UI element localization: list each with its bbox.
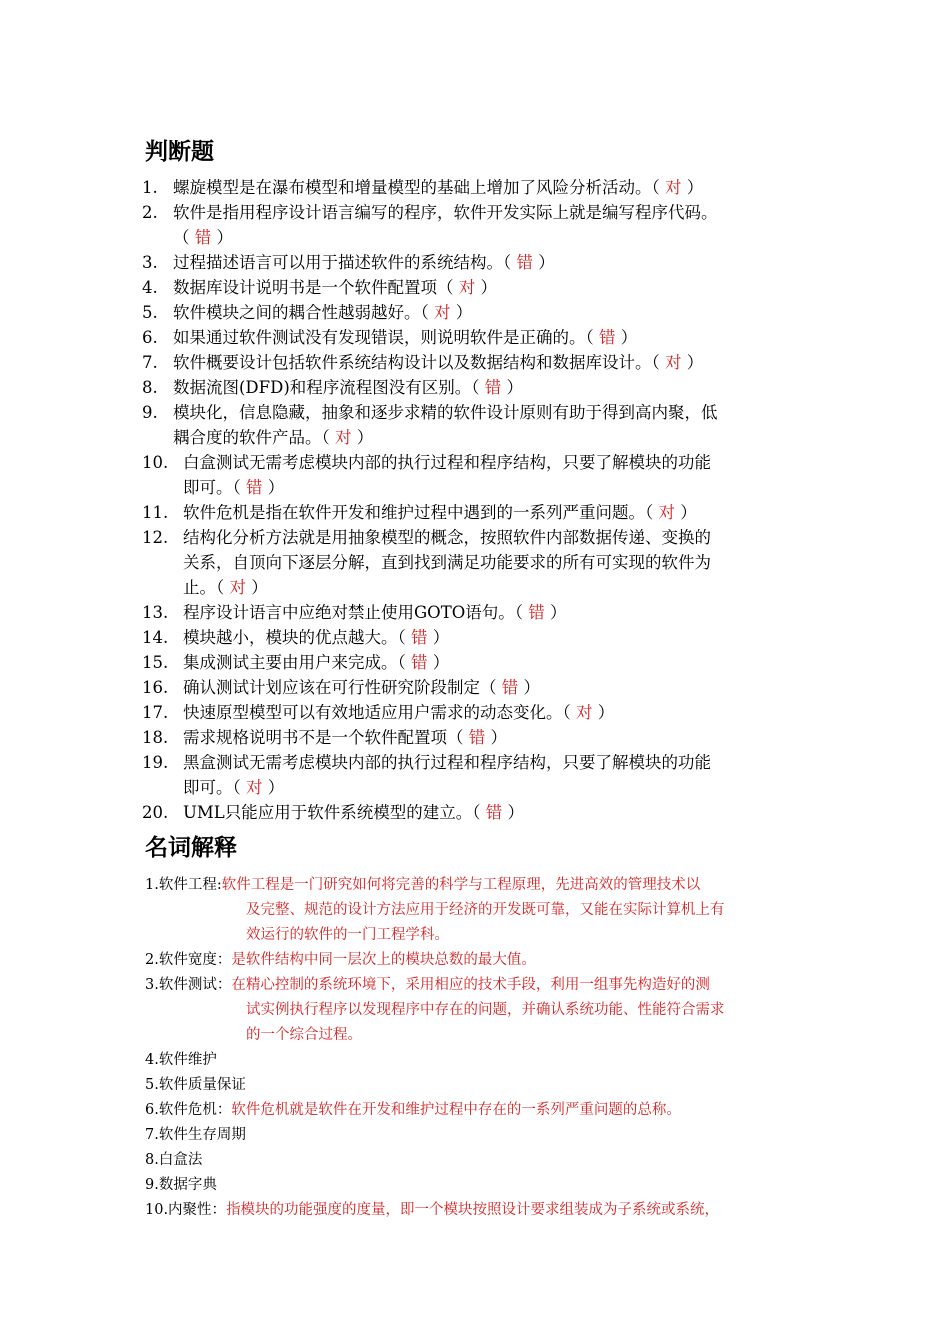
question-text: 止。（: [183, 578, 225, 597]
question-text: 即可。（: [183, 778, 241, 797]
answer-mark: 对: [434, 303, 451, 322]
glossary-definition: 软件工程是一门研究如何将完善的科学与工程原理，先进高效的管理技术以: [221, 877, 701, 893]
close-paren: ）: [251, 578, 268, 597]
tf-question: [142, 450, 812, 500]
question-text: 软件是指用程序设计语言编写的程序，软件开发实际上就是编写程序代码。: [173, 203, 718, 222]
glossary-definition: 及完整、规范的设计方法应用于经济的开发既可靠，又能在实际计算机上有: [246, 902, 725, 918]
glossary-definition: 在精心控制的系统环境下，采用相应的技术手段，利用一组事先构造好的测: [231, 977, 710, 993]
answer-mark: 错: [485, 803, 503, 822]
close-paren: ）: [506, 378, 524, 397]
question-number: 12.: [142, 528, 169, 547]
answer-mark: 对: [658, 503, 675, 522]
question-number: 7.: [142, 353, 158, 372]
answer-mark: 对: [458, 278, 476, 297]
question-line: [173, 253, 555, 272]
close-paren: ）: [550, 603, 567, 622]
close-paren: ）: [216, 228, 233, 247]
glossary-item: [145, 1198, 815, 1223]
question-number: 16.: [142, 678, 169, 697]
question-line: [173, 378, 523, 397]
section-title-glossary: 名词解释: [145, 835, 237, 861]
tf-question: [142, 700, 812, 725]
glossary-term: 7.软件生存周期: [145, 1127, 246, 1143]
question-number: 9.: [142, 403, 158, 422]
glossary-definition: 试实例执行程序以发现程序中存在的问题，并确认系统功能、性能符合需求: [246, 1002, 725, 1018]
answer-mark: 错: [528, 603, 545, 622]
question-text: 过程描述语言可以用于描述软件的系统结构。（: [173, 253, 512, 272]
question-line: [173, 178, 703, 197]
question-line: [183, 753, 711, 772]
question-number: 6.: [142, 328, 158, 347]
question-text: 模块化，信息隐藏，抽象和逐步求精的软件设计原则有助于得到高内聚，低: [173, 403, 718, 422]
question-text: 黑盒测试无需考虑模块内部的执行过程和程序结构，只要了解模块的功能: [183, 753, 711, 772]
glossary-item: [145, 1098, 815, 1123]
tf-question: [142, 750, 812, 800]
question-text: （: [173, 228, 190, 247]
answer-mark: 对: [335, 428, 352, 447]
question-text: 螺旋模型是在瀑布模型和增量模型的基础上增加了风险分析活动。（: [173, 178, 660, 197]
question-number: 13.: [142, 603, 169, 622]
tf-question: [142, 600, 812, 625]
question-text: 关系，自顶向下逐层分解，直到找到满足功能要求的所有可实现的软件为: [183, 553, 711, 572]
answer-mark: 对: [246, 778, 263, 797]
close-paren: ）: [680, 503, 697, 522]
question-line: [183, 703, 614, 722]
question-text: 程序设计语言中应绝对禁止使用GOTO语句。（: [183, 603, 523, 622]
close-paren: ）: [432, 628, 450, 647]
glossary-definition: 软件危机就是软件在开发和维护过程中存在的一系列严重问题的总称。: [231, 1102, 681, 1118]
close-paren: ）: [480, 278, 497, 297]
question-text: 白盒测试无需考虑模块内部的执行过程和程序结构，只要了解模块的功能: [183, 453, 711, 472]
question-text: 软件模块之间的耦合性越弱越好。（: [173, 303, 429, 322]
question-number: 20.: [142, 803, 169, 822]
close-paren: ）: [686, 353, 704, 372]
close-paren: ）: [507, 803, 525, 822]
answer-mark: 错: [501, 678, 519, 697]
close-paren: ）: [455, 303, 473, 322]
glossary-item: [145, 1148, 815, 1173]
question-number: 19.: [142, 753, 169, 772]
question-text: 集成测试主要由用户来完成。（: [183, 653, 406, 672]
glossary-definition: 指模块的功能强度的度量，即一个模块按照设计要求组装成为子系统或系统，: [226, 1202, 720, 1218]
glossary-definition: 是软件结构中同一层次上的模块总数的最大值。: [231, 952, 536, 968]
glossary-term: 8.白盒法: [145, 1152, 203, 1168]
glossary-term: 10.内聚性：: [145, 1202, 227, 1218]
question-number: 2.: [142, 203, 158, 222]
answer-mark: 对: [665, 353, 682, 372]
answer-mark: 错: [484, 378, 502, 397]
answer-mark: 错: [468, 728, 486, 747]
tf-question: [142, 400, 812, 450]
question-line: [142, 550, 812, 575]
close-paren: ）: [267, 478, 285, 497]
answer-mark: 错: [516, 253, 533, 272]
glossary-item: [145, 1073, 815, 1098]
question-text: 确认测试计划应该在可行性研究阶段制定（: [183, 678, 497, 697]
question-line: [183, 653, 449, 672]
question-line: [183, 728, 507, 747]
glossary-term: 6.软件危机：: [145, 1102, 232, 1118]
question-line: [183, 628, 449, 647]
tf-question: [142, 500, 812, 525]
close-paren: ）: [538, 253, 555, 272]
tf-question: [142, 275, 812, 300]
question-number: 10.: [142, 453, 169, 472]
glossary-item: [145, 873, 815, 948]
question-line: [142, 225, 812, 250]
question-line: [173, 203, 718, 222]
question-number: 15.: [142, 653, 169, 672]
question-line: [173, 328, 637, 347]
tf-question: [142, 800, 812, 825]
question-line: [142, 575, 812, 600]
tf-question: [142, 300, 812, 325]
question-text: 数据库设计说明书是一个软件配置项（: [173, 278, 454, 297]
glossary-term: 2.软件宽度：: [145, 952, 232, 968]
question-number: 4.: [142, 278, 158, 297]
question-text: 结构化分析方法就是用抽象模型的概念，按照软件内部数据传递、变换的: [183, 528, 711, 547]
close-paren: ）: [432, 653, 450, 672]
tf-question: [142, 525, 812, 600]
tf-question: [142, 350, 812, 375]
question-number: 14.: [142, 628, 169, 647]
answer-mark: 错: [194, 228, 212, 247]
question-line: [142, 425, 812, 450]
tf-question: [142, 725, 812, 750]
question-line: [183, 603, 567, 622]
question-line: [183, 453, 711, 472]
question-line: [173, 403, 718, 422]
question-text: 耦合度的软件产品。（: [173, 428, 330, 447]
glossary-item: [145, 1173, 815, 1198]
answer-mark: 错: [599, 328, 616, 347]
glossary-term: 9.数据字典: [145, 1177, 217, 1193]
glossary-term: 4.软件维护: [145, 1052, 217, 1068]
question-line: [142, 775, 812, 800]
question-line: [183, 503, 697, 522]
question-text: 软件概要设计包括软件系统结构设计以及数据结构和数据库设计。（: [173, 353, 660, 372]
question-text: 如果通过软件测试没有发现错误，则说明软件是正确的。（: [173, 328, 594, 347]
glossary-item: [145, 1123, 815, 1148]
question-line: [173, 353, 703, 372]
question-number: 5.: [142, 303, 158, 322]
glossary-item: [145, 1048, 815, 1073]
question-line: [173, 303, 472, 322]
question-number: 1.: [142, 178, 158, 197]
answer-mark: 错: [411, 628, 428, 647]
close-paren: ）: [267, 778, 285, 797]
tf-question: [142, 325, 812, 350]
answer-mark: 对: [665, 178, 682, 197]
glossary-item: [145, 948, 815, 973]
close-paren: ）: [490, 728, 507, 747]
close-paren: ）: [686, 178, 704, 197]
question-line: [183, 678, 540, 697]
tf-question: [142, 250, 812, 275]
section-title-true-false: 判断题: [145, 139, 214, 165]
question-number: 17.: [142, 703, 169, 722]
question-number: 3.: [142, 253, 158, 272]
tf-question: [142, 200, 812, 250]
tf-question: [142, 675, 812, 700]
glossary-term: 3.软件测试：: [145, 977, 232, 993]
question-text: 软件危机是指在软件开发和维护过程中遇到的一系列严重问题。（: [183, 503, 654, 522]
close-paren: ）: [523, 678, 540, 697]
question-text: 快速原型模型可以有效地适应用户需求的动态变化。（: [183, 703, 571, 722]
question-line: [173, 278, 497, 297]
question-text: 即可。（: [183, 478, 241, 497]
question-line: [183, 803, 524, 822]
question-text: 需求规格说明书不是一个软件配置项（: [183, 728, 464, 747]
question-text: UML只能应用于软件系统模型的建立。（: [183, 803, 481, 822]
tf-question: [142, 625, 812, 650]
question-number: 11.: [142, 503, 169, 522]
glossary-definition: 效运行的软件的一门工程学科。: [246, 927, 449, 943]
glossary-definition: 的一个综合过程。: [246, 1027, 362, 1043]
close-paren: ）: [597, 703, 615, 722]
tf-question: [142, 375, 812, 400]
tf-question: [142, 175, 812, 200]
close-paren: ）: [356, 428, 374, 447]
question-number: 18.: [142, 728, 169, 747]
question-number: 8.: [142, 378, 158, 397]
answer-mark: 对: [229, 578, 246, 597]
question-line: [142, 475, 812, 500]
answer-mark: 错: [411, 653, 428, 672]
glossary-term: 5.软件质量保证: [145, 1077, 246, 1093]
question-text: 模块越小，模块的优点越大。（: [183, 628, 406, 647]
question-line: [183, 528, 711, 547]
glossary-term: 1.软件工程:: [145, 877, 222, 893]
answer-mark: 对: [576, 703, 593, 722]
question-text: 数据流图(DFD)和程序流程图没有区别。（: [173, 378, 480, 397]
answer-mark: 错: [246, 478, 263, 497]
close-paren: ）: [620, 328, 638, 347]
tf-question: [142, 650, 812, 675]
glossary-item: [145, 973, 815, 1048]
